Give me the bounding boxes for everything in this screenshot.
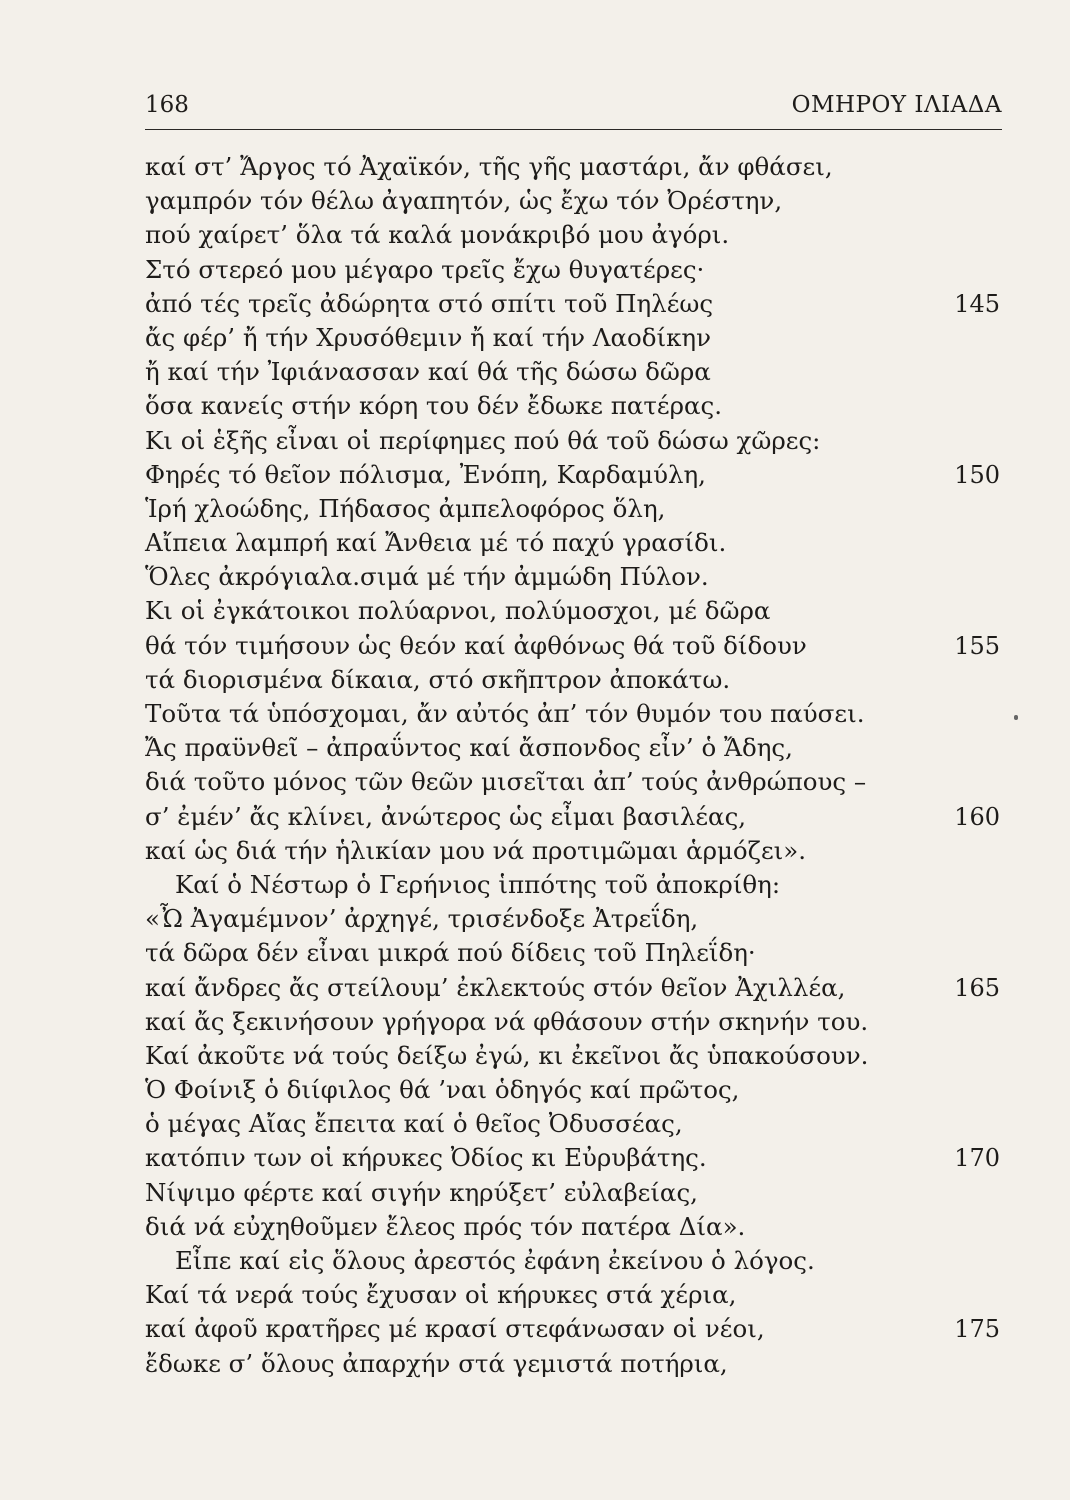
verse-line — [145, 834, 1002, 868]
verse-line — [145, 936, 1002, 970]
verse-line — [145, 902, 1002, 936]
verse-text: καί ἀφοῦ κρατῆρες μέ κρασί στεφάνωσαν οἱ νέοι, — [145, 1314, 765, 1344]
line-number: 150 — [954, 460, 1000, 489]
verse-line — [145, 594, 1002, 628]
line-number: 155 — [954, 631, 1000, 660]
verse-line — [145, 1005, 1002, 1039]
verse-text: πού χαίρετ’ ὅλα τά καλά μονάκριβό μου ἀγόρι. — [145, 220, 730, 250]
verse-text: Νίψιμο φέρτε καί σιγήν κηρύξετ’ εὐλαβείας, — [145, 1177, 698, 1207]
verse-line — [145, 492, 1002, 526]
verse-line — [145, 150, 1002, 184]
verse-text: Καί ἀκοῦτε νά τούς δείξω ἐγώ, κι ἐκεῖνοι ἄς ὑπακούσουν. — [145, 1040, 869, 1070]
verse-text: ἔδωκε σ’ ὅλους ἀπαρχήν στά γεμιστά ποτήρια, — [145, 1348, 728, 1378]
verse-text: Κι οἱ ἑξῆς εἶναι οἱ περίφημες πού θά τοῦ δώσω χῶρες: — [145, 425, 821, 455]
print-speck — [1014, 715, 1018, 720]
header-rule — [145, 129, 1002, 130]
line-number: 145 — [954, 289, 1000, 318]
verse-line — [145, 424, 1002, 458]
line-number: 165 — [954, 973, 1000, 1002]
verse-text: ἀπό τές τρεῖς ἀδώρητα στό σπίτι τοῦ Πηλέως — [145, 288, 714, 318]
verse-line — [145, 1347, 1002, 1381]
verse-text: Τοῦτα τά ὑπόσχομαι, ἄν αὐτός ἀπ’ τόν θυμόν του παύσει. — [145, 699, 865, 728]
verse-text: ὁ μέγας Αἴας ἔπειτα καί ὁ θεῖος Ὀδυσσέας, — [145, 1109, 683, 1139]
verse-line — [145, 1312, 1002, 1346]
verse-text: γαμπρόν τόν θέλω ἀγαπητόν, ὡς ἔχω τόν Ὀρέστην, — [145, 186, 783, 216]
line-number: 160 — [954, 802, 1000, 831]
verse-line — [145, 321, 1002, 355]
verse-line — [145, 765, 1002, 799]
verse-line — [145, 526, 1002, 560]
verse-line — [145, 253, 1002, 287]
verse-text: Κι οἱ ἐγκάτοικοι πολύαρνοι, πολύμοσχοι, μέ δῶρα — [145, 596, 771, 626]
verse-text: Στό στερεό μου μέγαρο τρεῖς ἔχω θυγατέρες· — [145, 254, 705, 284]
verse-line — [145, 1176, 1002, 1210]
verse-text: τά διορισμένα δίκαια, στό σκῆπτρον ἀποκάτω. — [145, 664, 731, 694]
verse-line — [145, 697, 1002, 731]
verse-text: θά τόν τιμήσουν ὡς θεόν καί ἀφθόνως θά τοῦ δίδουν — [145, 630, 807, 660]
verse-line — [145, 184, 1002, 218]
line-number: 175 — [954, 1315, 1000, 1344]
verse-text: Καί τά νερά τούς ἔχυσαν οἱ κήρυκες στά χέρια, — [145, 1280, 737, 1310]
verse-text: καί ὡς διά τήν ἡλικίαν μου νά προτιμῶμαι ἁρμόζει». — [145, 835, 807, 865]
verse-line — [145, 1210, 1002, 1244]
verse-line — [145, 1073, 1002, 1107]
verse-line — [145, 629, 1002, 663]
verse-text: ἄς φέρ’ ἤ τήν Χρυσόθεμιν ἤ καί τήν Λαοδίκην — [145, 322, 711, 352]
verse-line — [145, 287, 1002, 321]
verse-line — [145, 663, 1002, 697]
verse-text: Εἶπε καί εἰς ὅλους ἀρεστός ἐφάνη ἐκείνου ὁ λόγος. — [175, 1246, 815, 1275]
verse-text: Ἄς πραϋνθεῖ – ἀπραΰντος καί ἄσπονδος εἶν’ ὁ Ἄδης, — [145, 733, 793, 763]
verse-text: ἤ καί τήν Ἰφιάνασσαν καί θά τῆς δώσω δῶρα — [145, 357, 711, 387]
verse-line — [145, 1107, 1002, 1141]
verse-text: Αἴπεια λαμπρή καί Ἄνθεια μέ τό παχύ γρασίδι. — [145, 528, 727, 558]
verse-text: σ’ ἐμέν’ ἄς κλίνει, ἀνώτερος ὡς εἶμαι βασιλέας, — [145, 801, 747, 831]
verse-line — [145, 971, 1002, 1005]
verse-text: τά δῶρα δέν εἶναι μικρά πού δίδεις τοῦ Πηλεΐδη· — [145, 938, 756, 968]
verse-text: Φηρές τό θεῖον πόλισμα, Ἐνόπη, Καρδαμύλη, — [145, 459, 706, 489]
verse-line — [145, 458, 1002, 492]
verse-text: «Ὦ Ἀγαμέμνον’ ἀρχηγέ, τρισένδοξε Ἀτρεΐδη, — [145, 904, 699, 934]
verse-text: ὅσα κανείς στήν κόρη του δέν ἔδωκε πατέρας. — [145, 391, 723, 421]
verse-line — [145, 868, 1002, 902]
page-header — [145, 92, 1002, 122]
page-number: 168 — [145, 92, 189, 118]
verse-line — [145, 1278, 1002, 1312]
verse-text: Ἱρή χλοώδης, Πήδασος ἀμπελοφόρος ὅλη, — [145, 493, 666, 523]
verse-text: κατόπιν των οἱ κήρυκες Ὀδίος κι Εὐρυβάτης. — [145, 1143, 707, 1173]
verse-line — [145, 800, 1002, 834]
verse-line — [145, 355, 1002, 389]
line-number: 170 — [954, 1144, 1000, 1173]
verse-line — [145, 218, 1002, 252]
verse-text: Καί ὁ Νέστωρ ὁ Γερήνιος ἱππότης τοῦ ἀποκρίθη: — [175, 869, 781, 899]
verse-line — [145, 731, 1002, 765]
verse-line — [145, 560, 1002, 594]
verse-text: Ὅλες ἀκρόγιαλα.σιμά μέ τήν ἀμμώδη Πύλον. — [145, 562, 709, 592]
verse-block — [145, 150, 1002, 1381]
verse-line — [145, 1141, 1002, 1175]
running-title: ΟΜΗΡΟΥ ΙΛΙΑΔΑ — [791, 92, 1002, 118]
verse-line — [145, 1244, 1002, 1278]
verse-line — [145, 389, 1002, 423]
verse-text: Ὁ Φοίνιξ ὁ διίφιλος θά ’ναι ὁδηγός καί πρῶτος, — [145, 1075, 740, 1105]
verse-text: καί ἄς ξεκινήσουν γρήγορα νά φθάσουν στήν σκηνήν του. — [145, 1006, 869, 1036]
verse-line — [145, 1039, 1002, 1073]
verse-text: διά νά εὐχηθοῦμεν ἔλεος πρός τόν πατέρα Δία». — [145, 1211, 746, 1241]
verse-text: καί στ’ Ἄργος τό Ἀχαϊκόν, τῆς γῆς μαστάρι, ἄν φθάσει, — [145, 152, 833, 181]
verse-text: διά τοῦτο μόνος τῶν θεῶν μισεῖται ἀπ’ τούς ἀνθρώπους – — [145, 767, 867, 797]
verse-text: καί ἄνδρες ἄς στείλουμ’ ἐκλεκτούς στόν θεῖον Ἀχιλλέα, — [145, 972, 846, 1002]
